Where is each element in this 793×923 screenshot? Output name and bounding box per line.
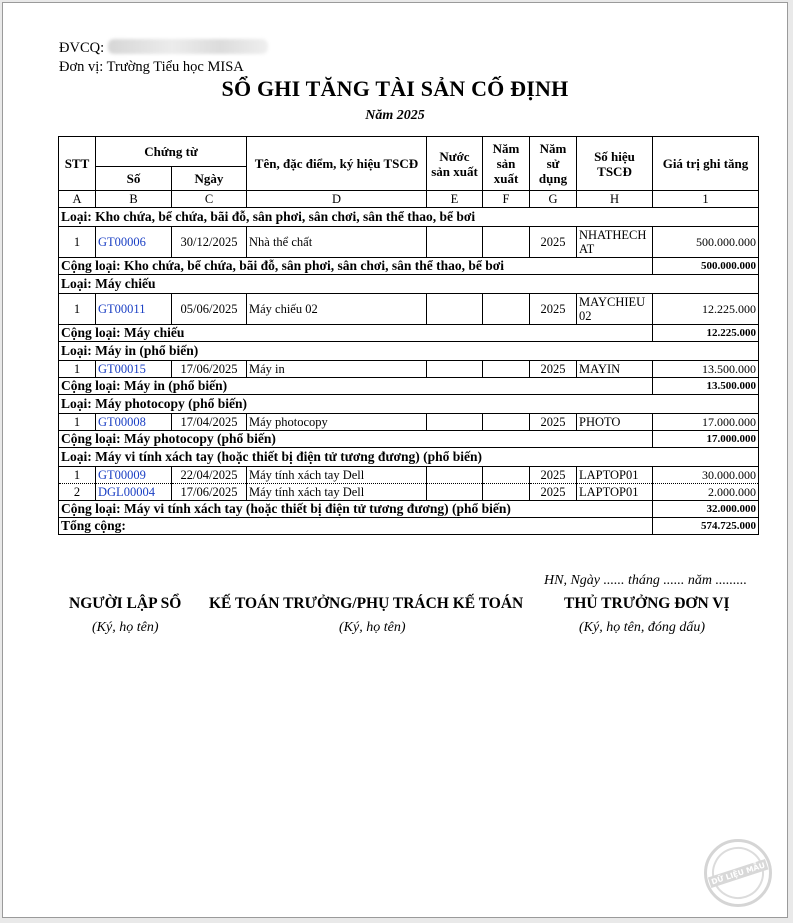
group-row (59, 208, 759, 227)
cell-stt: 1 (59, 361, 96, 378)
grand-total-value: 574.725.000 (653, 518, 759, 535)
voucher-link[interactable]: GT00011 (96, 294, 172, 325)
letter-cell: 1 (653, 191, 759, 208)
voucher-link[interactable]: GT00009 (96, 467, 172, 484)
col-ten: Tên, đặc điểm, ký hiệu TSCĐ (247, 137, 427, 191)
cell-so-hieu: PHOTO (577, 414, 653, 431)
cell-ten: Máy tính xách tay Dell (247, 467, 427, 484)
cell-nam-sd: 2025 (530, 467, 577, 484)
voucher-link[interactable]: GT00008 (96, 414, 172, 431)
unit-line: Đơn vị: Trường Tiểu học MISA (59, 59, 244, 75)
cell-ten: Máy photocopy (247, 414, 427, 431)
cell-gia-tri: 500.000.000 (653, 227, 759, 258)
watermark-text: DỮ LIỆU MẪU (708, 859, 768, 888)
cell-ngay: 17/06/2025 (172, 361, 247, 378)
letter-cell: E (427, 191, 483, 208)
voucher-link[interactable]: GT00015 (96, 361, 172, 378)
group-total-label: Cộng loại: Máy chiếu (59, 325, 653, 342)
cell-nam-sd: 2025 (530, 484, 577, 501)
grand-total-row (59, 518, 759, 535)
watermark-ring (705, 840, 771, 906)
cell-nam-sd: 2025 (530, 361, 577, 378)
cell-nuoc (427, 227, 483, 258)
voucher-link[interactable]: GT00006 (96, 227, 172, 258)
cell-ten: Nhà thể chất (247, 227, 427, 258)
cell-nam-sx (483, 484, 530, 501)
group-label: Loại: Máy photocopy (phổ biến) (59, 395, 759, 414)
cell-ten: Máy tính xách tay Dell (247, 484, 427, 501)
cell-stt: 1 (59, 227, 96, 258)
role-head-of-unit-note: (Ký, họ tên, đóng dấu) (579, 620, 705, 635)
cell-nam-sd: 2025 (530, 294, 577, 325)
document-year: Năm 2025 (365, 108, 425, 123)
cell-nuoc (427, 361, 483, 378)
col-stt: STT (59, 137, 96, 191)
cell-nuoc (427, 484, 483, 501)
table-row (59, 484, 759, 501)
group-total-label: Cộng loại: Máy photocopy (phổ biến) (59, 431, 653, 448)
col-chung-tu: Chứng từ (96, 137, 247, 167)
sample-data-watermark (704, 839, 772, 907)
table-row (59, 294, 759, 325)
cell-nam-sx (483, 227, 530, 258)
letter-cell: G (530, 191, 577, 208)
group-total-label: Cộng loại: Máy in (phổ biến) (59, 378, 653, 395)
cell-so-hieu: LAPTOP01 (577, 484, 653, 501)
voucher-link[interactable]: DGL00004 (96, 484, 172, 501)
letters-row (59, 191, 759, 208)
cell-ten: Máy chiếu 02 (247, 294, 427, 325)
table-row (59, 361, 759, 378)
col-gia-tri: Giá trị ghi tăng (653, 137, 759, 191)
cell-gia-tri: 13.500.000 (653, 361, 759, 378)
cell-nam-sx (483, 414, 530, 431)
redacted-field (108, 39, 268, 54)
grand-total-label: Tổng cộng: (59, 518, 653, 535)
letter-cell: D (247, 191, 427, 208)
letter-cell: B (96, 191, 172, 208)
cell-ngay: 05/06/2025 (172, 294, 247, 325)
group-total-value: 12.225.000 (653, 325, 759, 342)
col-ngay: Ngày (172, 167, 247, 191)
group-total-label: Cộng loại: Kho chứa, bể chứa, bãi đỗ, sân phơi, sân chơi, sân thể thao, bể bơi (59, 258, 653, 275)
cell-nuoc (427, 414, 483, 431)
table-row (59, 467, 759, 484)
group-total-row (59, 378, 759, 395)
group-row (59, 448, 759, 467)
cell-ten: Máy in (247, 361, 427, 378)
letter-cell: A (59, 191, 96, 208)
cell-ngay: 17/06/2025 (172, 484, 247, 501)
group-label: Loại: Máy chiếu (59, 275, 759, 294)
cell-ngay: 30/12/2025 (172, 227, 247, 258)
group-total-value: 32.000.000 (653, 501, 759, 518)
cell-nam-sx (483, 294, 530, 325)
cell-nam-sx (483, 361, 530, 378)
document-page (2, 2, 788, 918)
dvcq-label: ĐVCQ: (59, 40, 105, 56)
signature-date: HN, Ngày ...... tháng ...... năm ......... (544, 573, 747, 588)
role-preparer-note: (Ký, họ tên) (92, 620, 159, 635)
asset-table (58, 136, 759, 535)
cell-nam-sd: 2025 (530, 227, 577, 258)
letter-cell: H (577, 191, 653, 208)
cell-gia-tri: 30.000.000 (653, 467, 759, 484)
cell-nam-sx (483, 467, 530, 484)
letter-cell: C (172, 191, 247, 208)
group-total-value: 500.000.000 (653, 258, 759, 275)
col-nam-san-xuat: Năm sản xuất (483, 137, 530, 191)
cell-nuoc (427, 294, 483, 325)
group-label: Loại: Kho chứa, bể chứa, bãi đỗ, sân phơi, sân chơi, sân thể thao, bể bơi (59, 208, 759, 227)
col-nam-su-dung: Năm sử dụng (530, 137, 577, 191)
cell-gia-tri: 12.225.000 (653, 294, 759, 325)
table-row (59, 227, 759, 258)
group-row (59, 342, 759, 361)
cell-so-hieu: LAPTOP01 (577, 467, 653, 484)
letter-cell: F (483, 191, 530, 208)
cell-nuoc (427, 467, 483, 484)
cell-gia-tri: 17.000.000 (653, 414, 759, 431)
cell-ngay: 17/04/2025 (172, 414, 247, 431)
document-title: SỔ GHI TĂNG TÀI SẢN CỐ ĐỊNH (221, 76, 569, 101)
cell-stt: 2 (59, 484, 96, 501)
cell-stt: 1 (59, 294, 96, 325)
group-label: Loại: Máy vi tính xách tay (hoặc thiết bị điện tử tương đương) (phổ biến) (59, 448, 759, 467)
cell-nam-sd: 2025 (530, 414, 577, 431)
group-total-value: 13.500.000 (653, 378, 759, 395)
cell-stt: 1 (59, 414, 96, 431)
col-nuoc-san-xuat: Nước sản xuất (427, 137, 483, 191)
col-so: Số (96, 167, 172, 191)
role-chief-accountant-note: (Ký, họ tên) (339, 620, 406, 635)
role-preparer: NGƯỜI LẬP SỔ (69, 595, 182, 612)
dvcq-line (59, 39, 268, 57)
cell-so-hieu: MAYCHIEU02 (577, 294, 653, 325)
group-total-row (59, 501, 759, 518)
cell-gia-tri: 2.000.000 (653, 484, 759, 501)
group-total-label: Cộng loại: Máy vi tính xách tay (hoặc thiết bị điện tử tương đương) (phổ biến) (59, 501, 653, 518)
cell-so-hieu: MAYIN (577, 361, 653, 378)
role-head-of-unit: THỦ TRƯỞNG ĐƠN VỊ (564, 595, 730, 612)
group-total-value: 17.000.000 (653, 431, 759, 448)
group-row (59, 275, 759, 294)
role-chief-accountant: KẾ TOÁN TRƯỞNG/PHỤ TRÁCH KẾ TOÁN (209, 595, 524, 612)
cell-so-hieu: NHATHECHAT (577, 227, 653, 258)
cell-ngay: 22/04/2025 (172, 467, 247, 484)
group-total-row (59, 325, 759, 342)
group-row (59, 395, 759, 414)
group-label: Loại: Máy in (phổ biến) (59, 342, 759, 361)
group-total-row (59, 258, 759, 275)
col-so-hieu: Số hiệu TSCĐ (577, 137, 653, 191)
table-row (59, 414, 759, 431)
group-total-row (59, 431, 759, 448)
cell-stt: 1 (59, 467, 96, 484)
